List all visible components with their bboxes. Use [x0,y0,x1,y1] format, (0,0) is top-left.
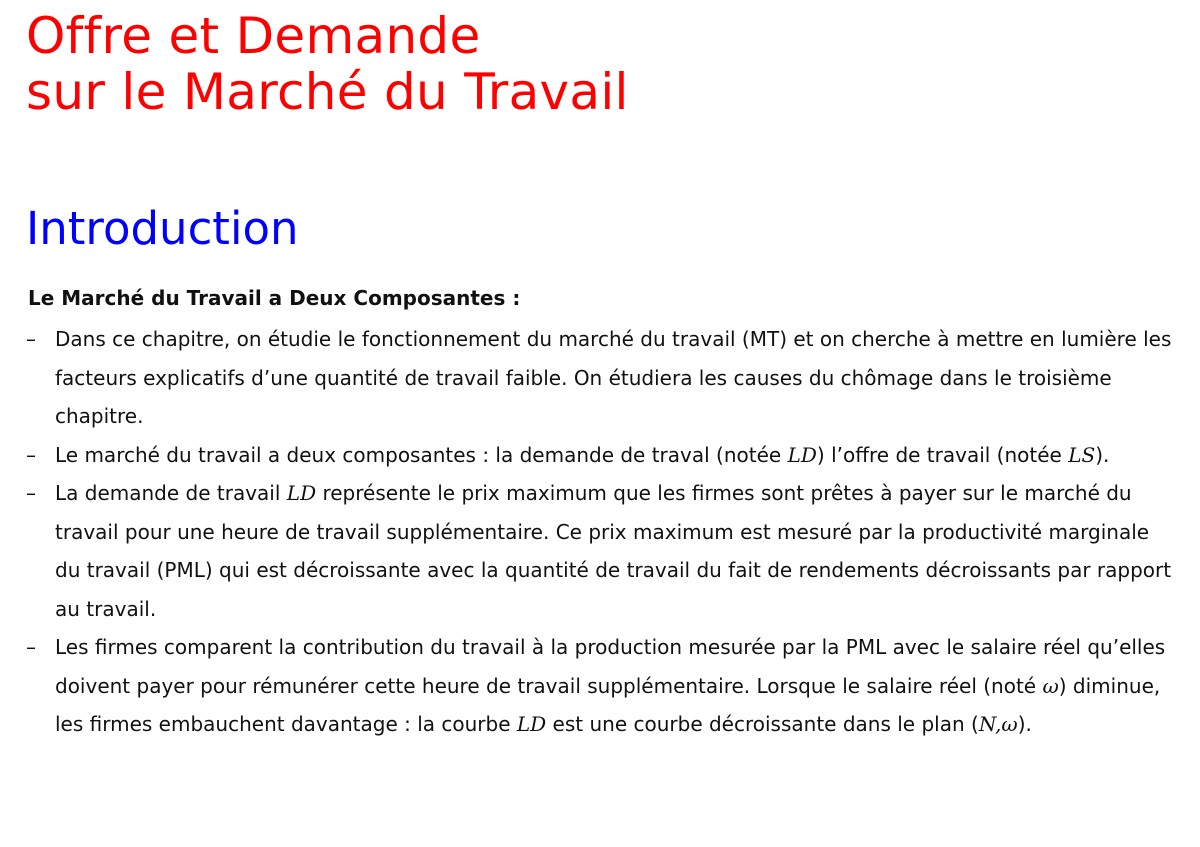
slide-title-line-1: Offre et Demande [26,7,481,65]
math-symbol: LS [1068,442,1096,467]
text-segment: Le marché du travail a deux composantes : la demande de traval (notée [55,442,788,467]
bullet-dash: – [26,481,36,505]
math-symbol: LD [286,481,317,505]
bullet-item [26,320,1176,436]
bullet-dash: – [26,635,36,659]
section-heading: Introduction [26,202,299,255]
bullet-item [26,436,1176,475]
section-subheading: Le Marché du Travail a Deux Composantes : [28,286,521,310]
bullet-list [26,320,1176,744]
math-symbol: ω [1042,673,1059,698]
bullet-text [55,481,1171,621]
math-symbol: N,ω [978,712,1018,736]
text-segment: ). [1017,712,1032,736]
slide-title-line-2: sur le Marché du Travail [26,63,629,121]
bullet-dash: – [26,442,36,467]
bullet-dash: – [26,327,36,351]
text-segment: ). [1095,442,1110,467]
math-symbol: LD [787,442,817,467]
text-segment: représente le prix maximum que les firmes sont prêtes à payer sur le marché du travail pour une heure de travail supplémentaire. Ce prix maximum est mesuré par la productivité marginale du travail (PML) qui est décroissante avec la quantité de travail du fait de rendements décroissants par rapport au travail. [55,481,1172,621]
text-segment: ) diminue, les firmes embauchent davantage : la courbe [55,673,1161,736]
text-segment: Les firmes comparent la contribution du travail à la production mesurée par la PML avec le salaire réel qu’elles doivent payer pour rémunérer cette heure de travail supplémentaire. Lorsque le salaire réel (noté [55,635,1166,698]
bullet-text [55,443,1109,467]
text-segment: Dans ce chapitre, on étudie le fonctionnement du marché du travail (MT) et on cherche à mettre en lumière les facteurs explicatifs d’une quantité de travail faible. On étudiera les causes du chômage dans le troisième chapitre. [55,327,1172,428]
text-segment: La demande de travail [55,481,287,505]
text-segment: est une courbe décroissante dans le plan ( [546,712,979,736]
bullet-text [55,327,1171,428]
slide-title [26,8,629,120]
bullet-text [55,635,1165,736]
text-segment: ) l’offre de travail (notée [816,442,1069,467]
bullet-item [26,474,1176,628]
bullet-item [26,628,1176,744]
math-symbol: LD [516,712,547,736]
